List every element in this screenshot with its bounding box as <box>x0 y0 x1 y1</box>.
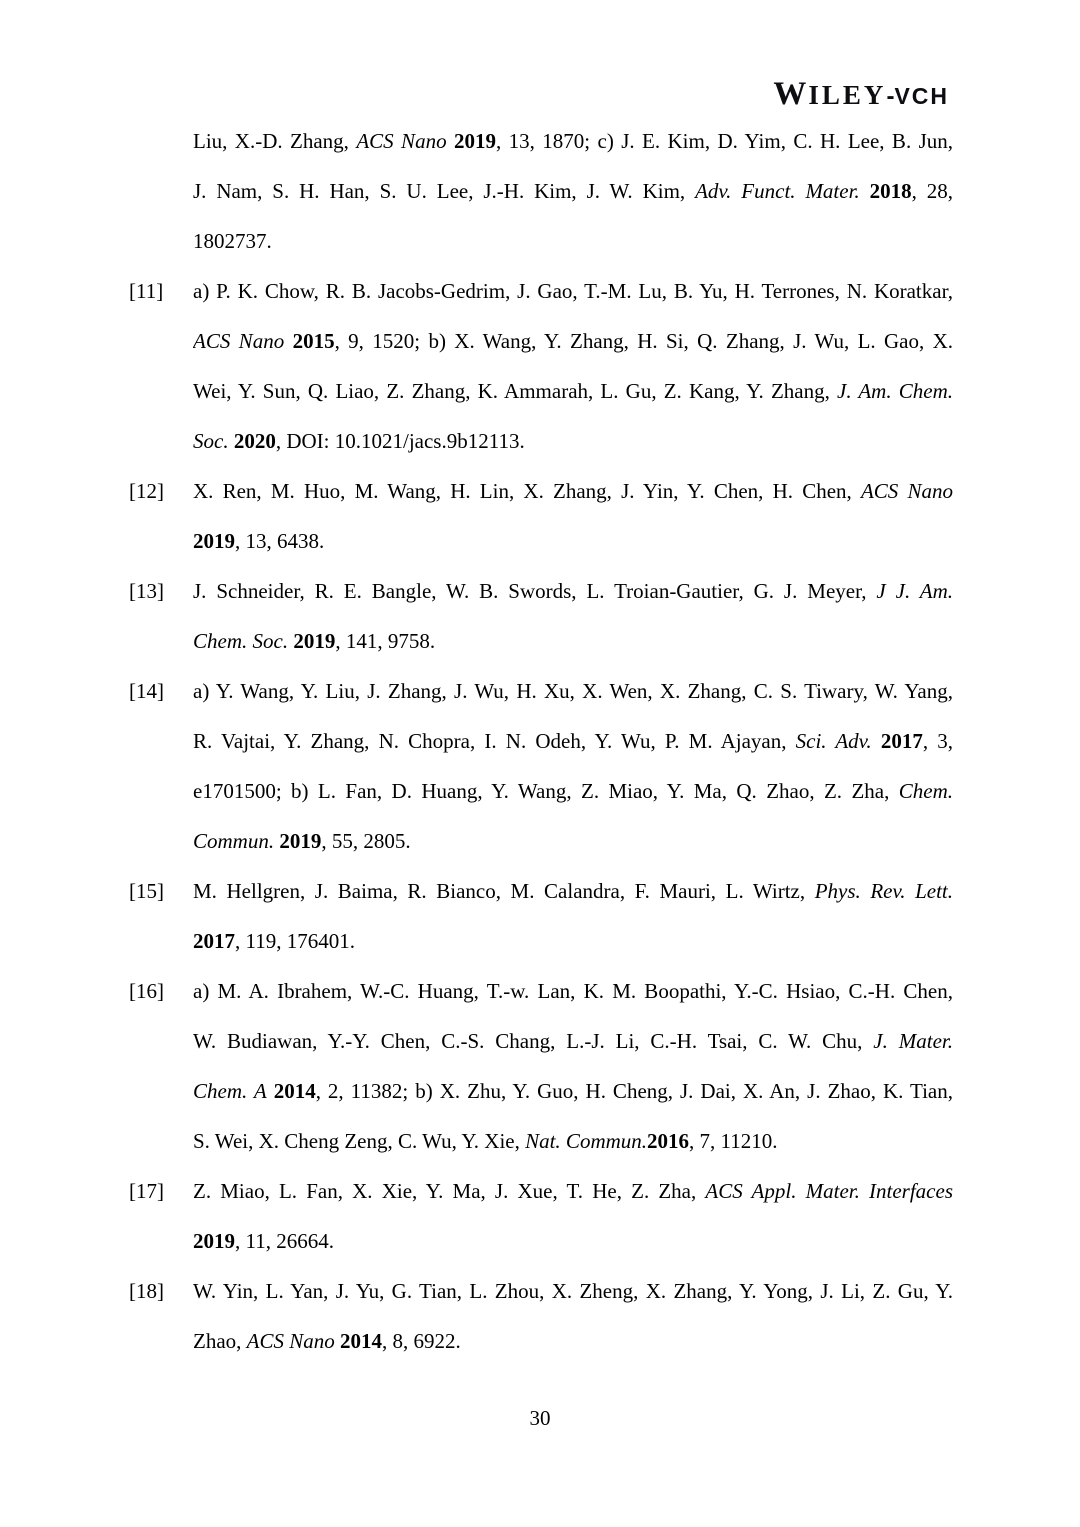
reference-lines <box>193 566 953 666</box>
reference-number: [17] <box>129 1179 164 1203</box>
reference-text-line: M. Hellgren, J. Baima, R. Bianco, M. Calandra, F. Mauri, L. Wirtz, Phys. Rev. Lett. <box>193 879 953 903</box>
logo-text-iley: ILEY <box>808 80 887 110</box>
reference-number: [13] <box>129 579 164 603</box>
reference-number: [11] <box>129 279 164 303</box>
reference-text-line: a) M. A. Ibrahem, W.-C. Huang, T.-w. Lan, K. M. Boopathi, Y.-C. Hsiao, C.-H. Chen, <box>193 979 953 1003</box>
reference-text-line: Wei, Y. Sun, Q. Liao, Z. Zhang, K. Ammarah, L. Gu, Z. Kang, Y. Zhang, J. Am. Chem. <box>193 379 953 403</box>
reference-item <box>129 666 953 866</box>
reference-item <box>129 866 953 966</box>
reference-text-line: 2017, 119, 176401. <box>193 929 355 953</box>
reference-text-line: R. Vajtai, Y. Zhang, N. Chopra, I. N. Odeh, Y. Wu, P. M. Ajayan, Sci. Adv. 2017, 3, <box>193 729 953 753</box>
reference-item <box>129 966 953 1166</box>
reference-item <box>129 266 953 466</box>
reference-item <box>129 1166 953 1266</box>
reference-number: [12] <box>129 479 164 503</box>
reference-item <box>129 566 953 666</box>
reference-text-line: Liu, X.-D. Zhang, ACS Nano 2019, 13, 1870; c) J. E. Kim, D. Yim, C. H. Lee, B. Jun, <box>193 129 953 153</box>
reference-text-line: J. Schneider, R. E. Bangle, W. B. Swords, L. Troian-Gautier, G. J. Meyer, J J. Am. <box>193 579 953 603</box>
reference-text-line: Chem. Soc. 2019, 141, 9758. <box>193 629 436 653</box>
reference-item <box>129 466 953 566</box>
logo-letter-w: W <box>773 76 809 112</box>
reference-text-line: 1802737. <box>193 229 272 253</box>
reference-text-line: Soc. 2020, DOI: 10.1021/jacs.9b12113. <box>193 429 525 453</box>
reference-text-line: J. Nam, S. H. Han, S. U. Lee, J.-H. Kim, J. W. Kim, Adv. Funct. Mater. 2018, 28, <box>193 179 953 203</box>
reference-number: [14] <box>129 679 164 703</box>
reference-text-line: Zhao, ACS Nano 2014, 8, 6922. <box>193 1329 461 1353</box>
logo-hyphen: - <box>886 83 895 110</box>
reference-text-line: 2019, 13, 6438. <box>193 529 325 553</box>
reference-text-line: e1701500; b) L. Fan, D. Huang, Y. Wang, Z. Miao, Y. Ma, Q. Zhao, Z. Zha, Chem. <box>193 779 953 803</box>
reference-text-line: W. Budiawan, Y.-Y. Chen, C.-S. Chang, L.-J. Li, C.-H. Tsai, C. W. Chu, J. Mater. <box>193 1029 953 1053</box>
reference-item <box>129 1266 953 1366</box>
reference-number: [16] <box>129 979 164 1003</box>
reference-lines <box>193 866 953 966</box>
reference-number: [15] <box>129 879 164 903</box>
reference-text-line: Z. Miao, L. Fan, X. Xie, Y. Ma, J. Xue, T. He, Z. Zha, ACS Appl. Mater. Interfaces <box>193 1179 953 1203</box>
reference-text-line: ACS Nano 2015, 9, 1520; b) X. Wang, Y. Zhang, H. Si, Q. Zhang, J. Wu, L. Gao, X. <box>193 329 953 353</box>
reference-lines <box>193 116 953 266</box>
reference-lines <box>193 1266 953 1366</box>
reference-text-line: Chem. A 2014, 2, 11382; b) X. Zhu, Y. Guo, H. Cheng, J. Dai, X. An, J. Zhao, K. Tian, <box>193 1079 953 1103</box>
reference-lines <box>193 266 953 466</box>
logo-text-vch: VCH <box>894 83 949 109</box>
reference-lines <box>193 466 953 566</box>
page-number: 30 <box>529 1406 551 1430</box>
reference-text-line: a) Y. Wang, Y. Liu, J. Zhang, J. Wu, H. Xu, X. Wen, X. Zhang, C. S. Tiwary, W. Yang, <box>193 679 953 703</box>
reference-item <box>129 116 953 266</box>
wiley-vch-logo <box>773 74 949 120</box>
reference-text-line: X. Ren, M. Huo, M. Wang, H. Lin, X. Zhang, J. Yin, Y. Chen, H. Chen, ACS Nano <box>193 479 953 503</box>
reference-number: [18] <box>129 1279 164 1303</box>
reference-text-line: S. Wei, X. Cheng Zeng, C. Wu, Y. Xie, Nat. Commun.2016, 7, 11210. <box>193 1129 778 1153</box>
reference-text-line: Commun. 2019, 55, 2805. <box>193 829 411 853</box>
reference-text-line: 2019, 11, 26664. <box>193 1229 334 1253</box>
reference-text-line: a) P. K. Chow, R. B. Jacobs-Gedrim, J. Gao, T.-M. Lu, B. Yu, H. Terrones, N. Koratkar, <box>193 279 953 303</box>
references-list <box>129 116 953 1366</box>
reference-lines <box>193 666 953 866</box>
reference-text-line: W. Yin, L. Yan, J. Yu, G. Tian, L. Zhou, X. Zheng, X. Zhang, Y. Yong, J. Li, Z. Gu, Y. <box>193 1279 953 1303</box>
reference-lines <box>193 1166 953 1266</box>
reference-lines <box>193 966 953 1166</box>
